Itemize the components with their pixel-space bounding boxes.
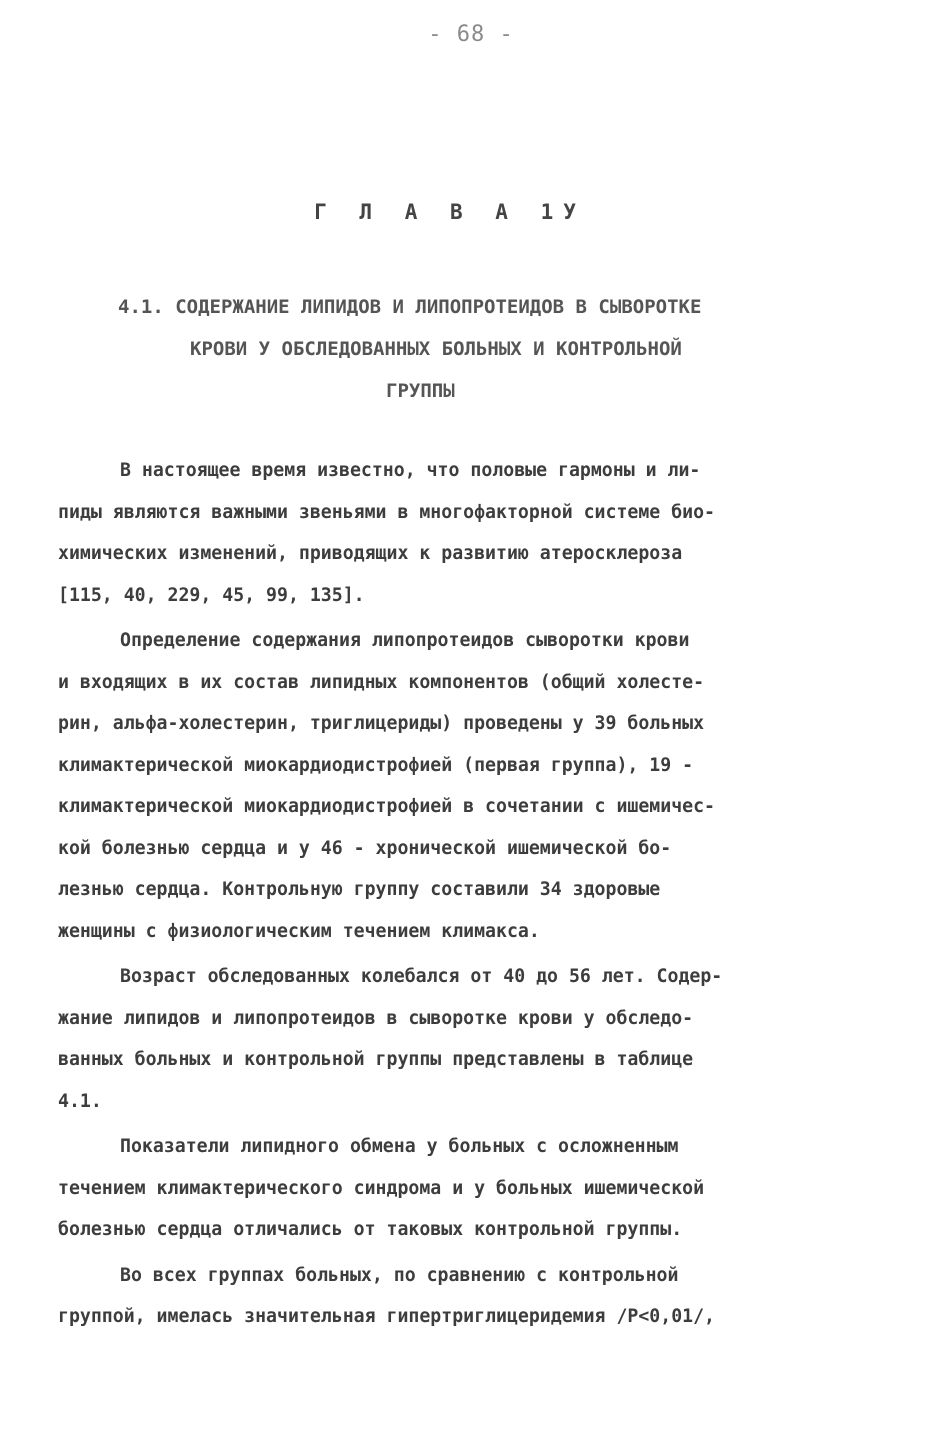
- page-number: - 68 -: [428, 22, 514, 47]
- text-line: Во всех группах больных, по сравнению с контрольной: [120, 1264, 679, 1286]
- text-line: женщины с физиологическим течением климакса.: [58, 920, 540, 942]
- section-heading: [118, 286, 858, 412]
- text-line: В настоящее время известно, что половые гармоны и ли-: [120, 460, 701, 481]
- section-heading-line: 4.1. СОДЕРЖАНИЕ ЛИПИДОВ И ЛИПОПРОТЕИДОВ В СЫВОРОТКЕ: [118, 296, 702, 318]
- text-line: течением климактерического синдрома и у больных ишемической: [58, 1177, 705, 1199]
- body-text: [58, 450, 888, 1342]
- text-line: рин, альфа-холестерин, триглицериды) проведены у 39 больных: [58, 713, 705, 734]
- text-line: Определение содержания липопротеидов сыворотки крови: [120, 630, 690, 651]
- text-line: Возраст обследованных колебался от 40 до 56 лет. Содер-: [120, 966, 723, 987]
- text-line: жание липидов и липопротеидов в сыворотке крови у обследо-: [58, 1007, 694, 1029]
- paragraph-4: [58, 1126, 888, 1251]
- text-line: пиды являются важными звеньями в многофакторной системе био-: [58, 501, 715, 523]
- text-line: Показатели липидного обмена у больных с осложненным: [120, 1136, 679, 1157]
- text-line: 4.1.: [58, 1090, 102, 1112]
- section-heading-line: ГРУППЫ: [386, 380, 455, 402]
- text-line: болезнью сердца отличались от таковых контрольной группы.: [58, 1219, 683, 1240]
- paragraph-5: [58, 1255, 888, 1338]
- text-line: группой, имелась значительная гипертриглицеридемия /Р<0,01/,: [58, 1306, 715, 1327]
- text-line: климактерической миокардиодистрофией (первая группа), 19 -: [58, 754, 694, 776]
- text-line: ванных больных и контрольной группы представлены в таблице: [58, 1049, 694, 1070]
- chapter-title: Г Л А В А 1У: [314, 200, 586, 224]
- paragraph-1: [58, 450, 888, 616]
- text-line: климактерической миокардиодистрофией в сочетании с ишемичес-: [58, 796, 715, 817]
- text-line: кой болезнью сердца и у 46 - хронической ишемической бо-: [58, 837, 672, 859]
- paragraph-2: [58, 620, 888, 952]
- section-heading-line: КРОВИ У ОБСЛЕДОВАННЫХ БОЛЬНЫХ И КОНТРОЛЬНОЙ: [190, 338, 682, 360]
- text-line: и входящих в их состав липидных компонентов (общий холесте-: [58, 671, 705, 693]
- text-line: [115, 40, 229, 45, 99, 135].: [58, 584, 365, 606]
- text-line: лезнью сердца. Контрольную группу составили 34 здоровые: [58, 879, 661, 900]
- paragraph-3: [58, 956, 888, 1122]
- text-line: химических изменений, приводящих к развитию атеросклероза: [58, 543, 683, 564]
